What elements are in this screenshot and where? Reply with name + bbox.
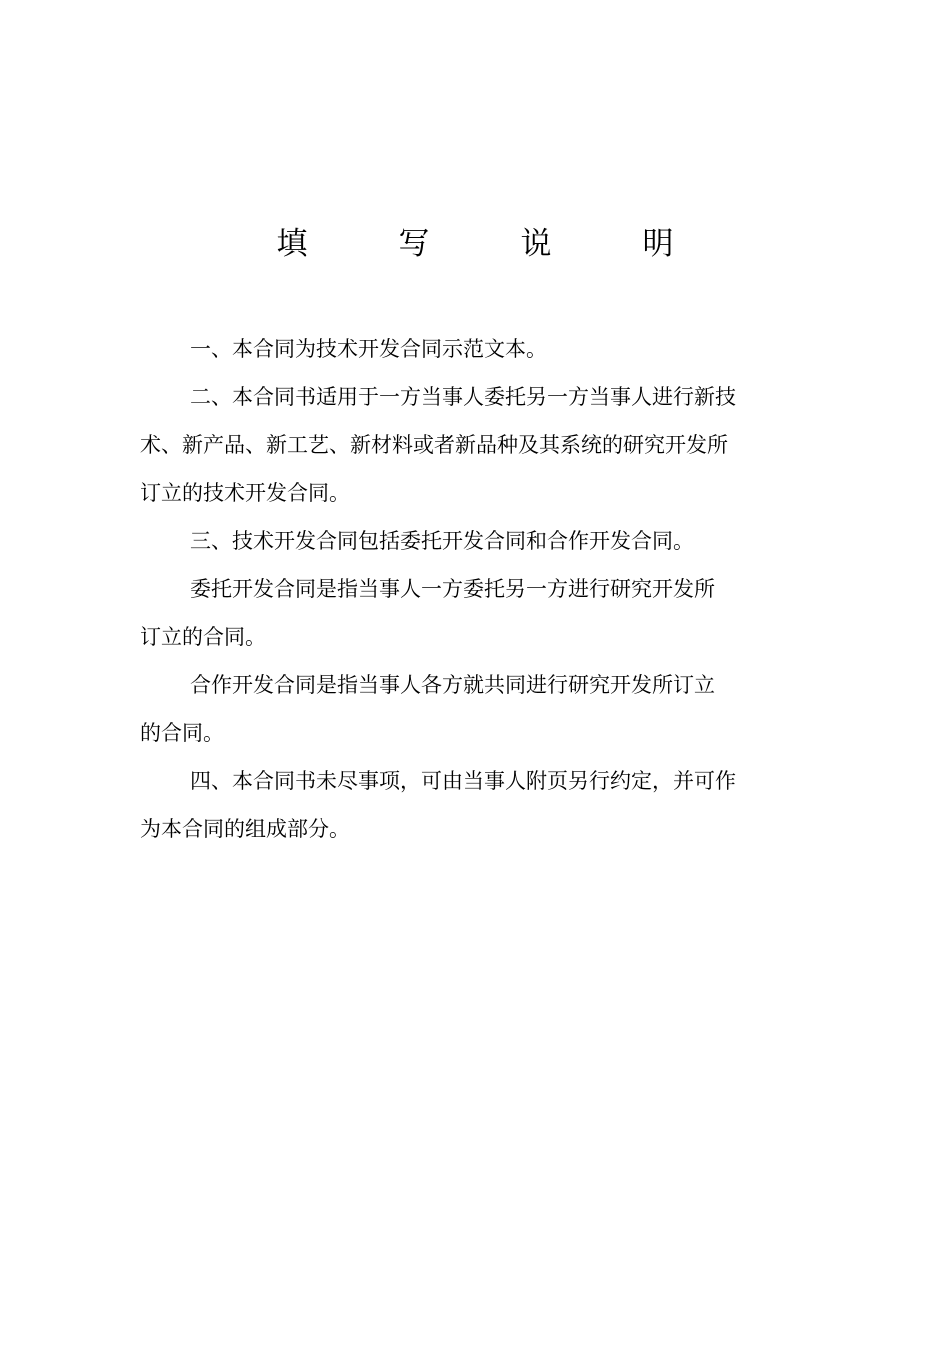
paragraph-6 — [140, 757, 765, 853]
paragraph-line: 订立的合同。 — [140, 625, 266, 649]
paragraph-line: 二、本合同书适用于一方当事人委托另一方当事人进行新技 — [190, 385, 736, 409]
paragraph-4 — [140, 565, 765, 661]
paragraph-line: 订立的技术开发合同。 — [140, 481, 350, 505]
paragraph-line: 术、新产品、新工艺、新材料或者新品种及其系统的研究开发所 — [140, 433, 728, 457]
paragraph-2 — [140, 373, 765, 517]
paragraph-line: 三、技术开发合同包括委托开发合同和合作开发合同。 — [190, 529, 694, 553]
paragraph-line: 四、本合同书未尽事项，可由当事人附页另行约定，并可作 — [190, 769, 736, 793]
paragraph-line: 委托开发合同是指当事人一方委托另一方进行研究开发所 — [190, 577, 715, 601]
paragraph-line: 合作开发合同是指当事人各方就共同进行研究开发所订立 — [190, 673, 715, 697]
paragraph-line: 为本合同的组成部分。 — [140, 817, 350, 841]
paragraph-1 — [140, 325, 765, 373]
paragraph-line: 的合同。 — [140, 721, 224, 745]
instructions-body — [140, 325, 765, 853]
paragraph-3 — [140, 517, 765, 565]
page-title: 填 写 说 明 — [276, 226, 704, 262]
paragraph-line: 一、本合同为技术开发合同示范文本。 — [190, 337, 547, 361]
paragraph-5 — [140, 661, 765, 757]
